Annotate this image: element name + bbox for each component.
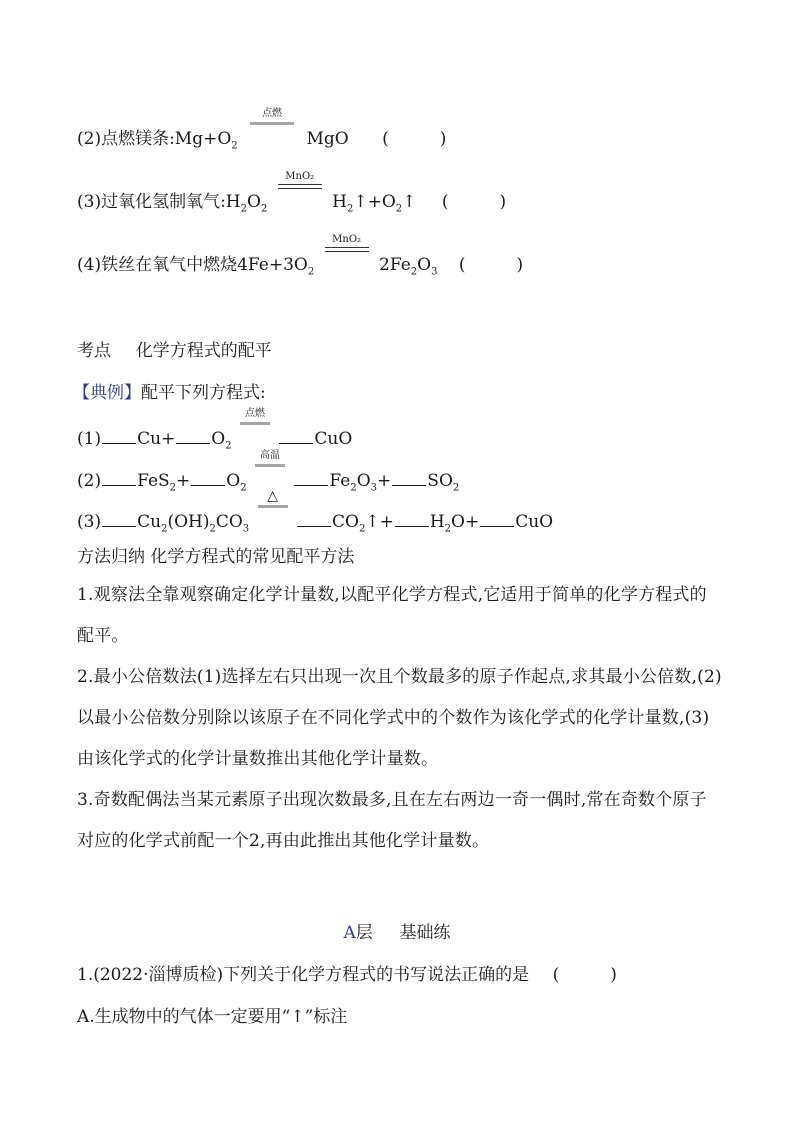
example-equation-3: (3) $Cu_2(OH)_2CO_3$ △ $CO_2↑+ H_2O+$ CuO	[77, 488, 554, 535]
section-level: A	[343, 923, 356, 943]
topic-title: 化学方程式的配平	[135, 341, 272, 361]
blank[interactable]	[294, 470, 328, 486]
reaction-condition: MnO₂	[323, 254, 371, 270]
blank[interactable]	[176, 428, 210, 444]
answer-bracket[interactable]: ( )	[458, 255, 524, 275]
section-title: 基础练	[399, 923, 451, 943]
answer-bracket[interactable]: ( )	[441, 192, 507, 212]
condition-double-line	[278, 184, 322, 189]
example-equation-1: (1) $Cu+ O_2$ 点燃 CuO	[77, 408, 353, 452]
reaction-condition: 点燃	[246, 128, 298, 144]
example-tag: 【典例】	[73, 383, 141, 403]
blank[interactable]	[395, 511, 429, 527]
blank[interactable]	[480, 511, 514, 527]
blank[interactable]	[102, 428, 136, 444]
judgment-item-4: (4)铁丝在氧气中燃烧$4Fe+3O_2$ MnO₂ $2Fe_2O_3$ ( )	[77, 234, 524, 278]
topic-label: 考点	[77, 341, 111, 361]
question-1-stem: 1.(2022·淄博质检)下列关于化学方程式的书写说法正确的是 ( )	[77, 960, 617, 985]
answer-bracket[interactable]: ( )	[552, 965, 617, 985]
condition-bar	[255, 464, 285, 467]
reaction-condition: MnO₂	[276, 191, 324, 207]
judgment-item-3: (3)过氧化氢制氧气$:H_2O_2$ MnO₂ $H_2↑+O_2↑$ ( )	[77, 171, 507, 215]
method-item-3: 3.奇数配偶法当某元素原子出现次数最多,且在左右两边一奇一偶时,常在奇数个原子对应的化学式前配一个2,再由此推出其他化学计量数。	[77, 790, 707, 851]
reaction-condition: 高温	[255, 470, 285, 486]
method-item-1: 1.观察法全靠观察确定化学计量数,以配平化学方程式,它适用于简单的化学方程式的配平。	[77, 585, 707, 646]
section-heading	[0, 918, 794, 943]
blank[interactable]	[279, 428, 313, 444]
blank[interactable]	[392, 470, 426, 486]
condition-double-line	[325, 247, 369, 252]
blank[interactable]	[102, 511, 136, 527]
example-equation-2: (2) $FeS_2+ O_2$ 高温 $Fe_2O_3+ SO_2$	[77, 450, 460, 494]
judgment-item-2: (2)点燃镁条$:Mg+O_2$ 点燃 MgO ( )	[77, 108, 447, 152]
example-text: 配平下列方程式:	[141, 383, 266, 403]
section-level-suffix: 层	[355, 923, 373, 943]
answer-bracket[interactable]: ( )	[382, 129, 447, 149]
reaction-condition: 点燃	[240, 428, 270, 444]
example-heading	[73, 378, 266, 403]
blank[interactable]	[297, 511, 331, 527]
question-1-option-a[interactable]: A.生成物中的气体一定要用“↑”标注	[77, 1007, 348, 1027]
method-item-2: 2.最小公倍数法(1)选择左右只出现一次且个数最多的原子作起点,求其最小公倍数,(2)以最小公倍数分别除以该原子在不同化学式中的个数作为该化学式的化学计量数,(3)由该化学式的化学计量数推出其他化学计量数。	[77, 667, 722, 769]
topic-heading	[77, 336, 272, 361]
blank[interactable]	[102, 470, 136, 486]
blank[interactable]	[191, 470, 225, 486]
reaction-condition: △	[258, 511, 288, 527]
condition-bar	[250, 122, 294, 125]
method-heading: 方法归纳 化学方程式的常见配平方法	[77, 547, 355, 567]
condition-bar	[240, 422, 270, 425]
condition-bar	[258, 505, 288, 508]
